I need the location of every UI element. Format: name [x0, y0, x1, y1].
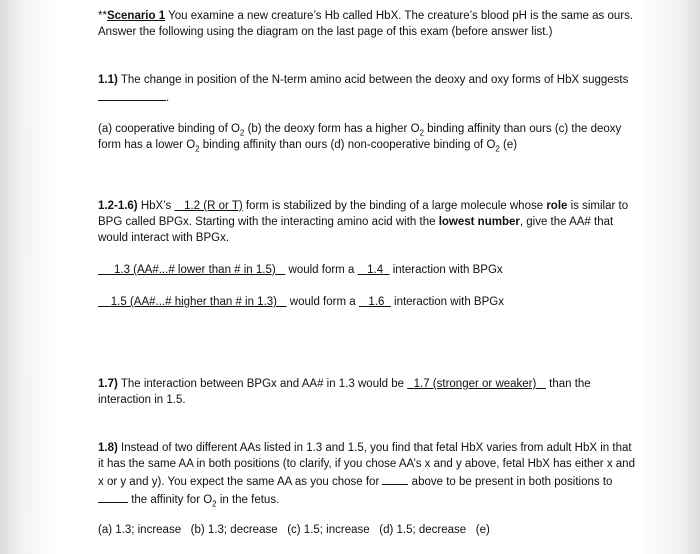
- answer-blank-1-8b[interactable]: [98, 490, 128, 503]
- answer-blank-1-7[interactable]: [407, 378, 546, 390]
- question-1-1: [98, 72, 638, 106]
- option-text: (b) the deoxy form has a higher O: [244, 123, 420, 135]
- scenario-prefix: **: [98, 10, 107, 22]
- question-1-7: [98, 376, 638, 408]
- option-text: binding affinity than ours (d) non-cooperative binding of O: [199, 139, 496, 151]
- question-1-2-number: 1.2-1.6): [98, 200, 138, 212]
- answer-blank-1-8a[interactable]: [382, 472, 408, 485]
- question-1-8-number: 1.8): [98, 442, 118, 454]
- question-text: the affinity for O: [128, 494, 213, 506]
- answer-blank-1-6[interactable]: [359, 296, 391, 308]
- answer-blank-1-4[interactable]: [358, 264, 390, 276]
- question-text: , give the AA# that would interact with BPGx.: [98, 216, 614, 244]
- scenario-paragraph: [98, 8, 638, 40]
- question-1-1-text: The change in position of the N-term amino acid between the deoxy and oxy forms of HbX suggests: [117, 74, 629, 86]
- question-text: is similar to BPG called BPGx. Starting with the interacting amino acid with the: [98, 200, 629, 228]
- subscript-2: 2: [239, 128, 245, 138]
- question-1-2: [98, 198, 638, 246]
- answer-blank-1-5[interactable]: [98, 296, 287, 308]
- question-1-1-number: 1.1): [98, 74, 118, 86]
- answer-line-1-3: [98, 262, 638, 278]
- answer-blank-1-1[interactable]: [98, 88, 166, 101]
- question-text: The interaction between BPGx and AA# in 1.3 would be: [117, 378, 408, 390]
- question-text: interaction with BPGx: [390, 296, 504, 308]
- question-1-1-options: [98, 121, 638, 153]
- scenario-text: You examine a new creature’s Hb called HbX. The creature’s blood pH is the same as ours. Answer the following using the diagram on the last page of this exam (before answer list.): [98, 10, 634, 38]
- blank-label: 1.7 (stronger or weaker): [413, 378, 537, 390]
- emphasis-role: role: [546, 200, 568, 212]
- question-text: above to be present in both positions to: [408, 476, 613, 488]
- question-text: would form a: [286, 296, 359, 308]
- question-1-8-options: (a) 1.3; increase (b) 1.3; decrease (c) 1.5; increase (d) 1.5; decrease (e): [98, 524, 490, 536]
- blank-label: 1.3 (AA#...# lower than # in 1.5): [113, 264, 276, 276]
- question-text: HbX’s: [137, 200, 175, 212]
- option-text: (a) cooperative binding of O: [98, 123, 240, 135]
- option-text: binding affinity than ours (c) the deoxy form has a lower O: [98, 123, 622, 151]
- question-text: in the fetus.: [216, 494, 280, 506]
- blank-label: 1.2 (R or T): [184, 200, 243, 212]
- exam-page: [64, 0, 642, 554]
- question-text: Instead of two different AAs listed in 1.3 and 1.5, you find that fetal HbX varies from adult HbX in that it has the same AA in both positions (to clarify, if you chose AA’s x and y above, fetal HbX has either x and x or y and y). You expect the same AA as you chose for: [98, 442, 635, 488]
- subscript-2: 2: [419, 128, 424, 138]
- blank-label: 1.6: [368, 296, 385, 308]
- answer-blank-1-2[interactable]: [175, 200, 243, 212]
- question-text: would form a: [285, 264, 358, 276]
- subscript-2: 2: [495, 144, 500, 154]
- question-1-1-period: .: [166, 92, 170, 104]
- blank-label: 1.5 (AA#...# higher than # in 1.3): [110, 296, 277, 308]
- question-text: form is stabilized by the binding of a large molecule whose: [242, 200, 547, 212]
- emphasis-lowest-number: lowest number: [438, 216, 520, 228]
- question-1-8: [98, 440, 638, 508]
- question-text: than the interaction in 1.5.: [98, 378, 591, 406]
- question-text: interaction with BPGx: [389, 264, 503, 276]
- blank-label: 1.4: [367, 264, 384, 276]
- scenario-title: Scenario 1: [106, 10, 166, 22]
- question-1-7-number: 1.7): [98, 378, 118, 390]
- subscript-2: 2: [195, 144, 200, 154]
- answer-blank-1-3[interactable]: [98, 264, 285, 276]
- answer-line-1-5: [98, 294, 638, 310]
- option-text: (e): [499, 139, 518, 151]
- subscript-2: 2: [212, 499, 217, 509]
